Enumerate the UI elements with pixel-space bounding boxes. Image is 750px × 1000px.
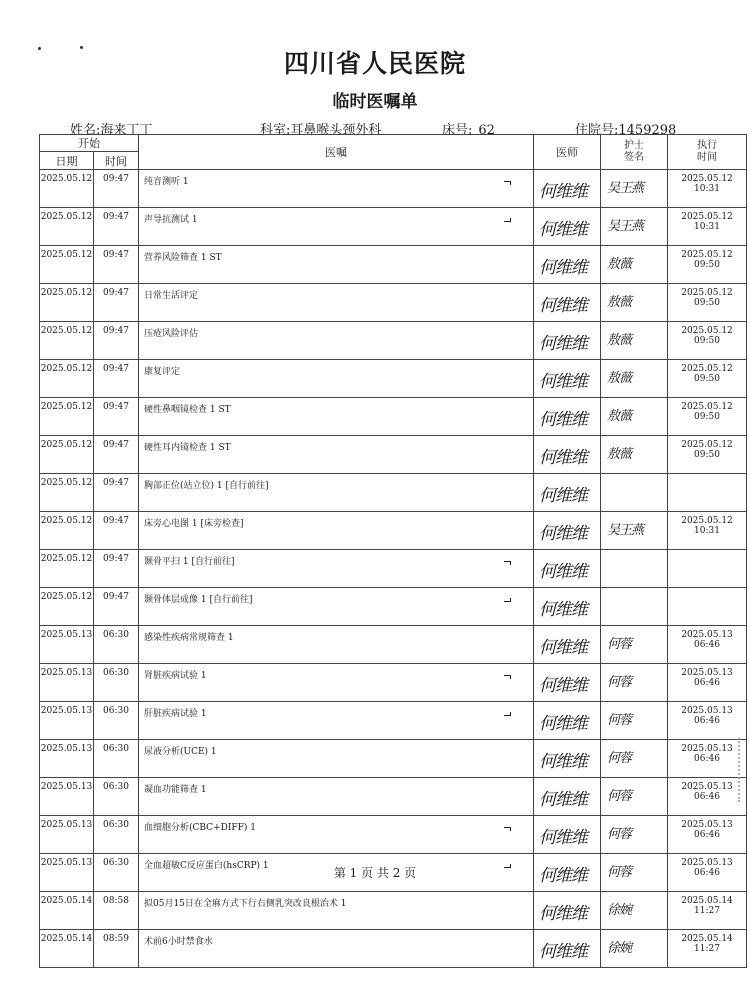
nurse-signature: 吴王燕	[607, 219, 644, 234]
exec-date: 2025.05.12	[681, 516, 733, 526]
order-time: 09:47	[94, 588, 139, 626]
doctor-header: 医师	[534, 135, 601, 170]
order-time: 09:47	[94, 512, 139, 550]
exec-datetime	[668, 778, 747, 816]
patient-name: 海来丁丁	[100, 123, 153, 138]
doctor-signature-cell	[534, 588, 601, 626]
exec-datetime	[668, 360, 747, 398]
exec-date: 2025.05.12	[681, 440, 733, 450]
exec-datetime	[668, 208, 747, 246]
doctor-signature-cell	[534, 208, 601, 246]
nurse-signature-cell	[601, 702, 668, 740]
exec-date: 2025.05.13	[681, 820, 733, 830]
doctor-signature: 何维维	[539, 524, 587, 544]
doctor-signature: 何维维	[539, 942, 587, 962]
doctor-signature: 何维维	[539, 258, 587, 278]
order-row	[40, 512, 747, 550]
order-time: 09:47	[94, 208, 139, 246]
order-row	[40, 740, 747, 778]
exec-datetime	[668, 436, 747, 474]
exec-time: 06:46	[694, 716, 720, 726]
exec-date: 2025.05.12	[681, 326, 733, 336]
doctor-signature-cell	[534, 930, 601, 968]
exec-time: 09:50	[694, 336, 720, 346]
order-text: 硬性鼻咽镜检查 1 ST	[139, 398, 534, 436]
exec-time: 09:50	[694, 260, 720, 270]
exec-date: 2025.05.13	[681, 744, 733, 754]
order-date: 2025.05.12	[40, 436, 94, 474]
exec-time: 06:46	[694, 830, 720, 840]
order-text: 肾脏疾病试验 1	[139, 664, 534, 702]
doctor-signature: 何维维	[539, 296, 587, 316]
nurse-signature: 何蓉	[607, 789, 632, 804]
order-text: 硬性耳内镜检查 1 ST	[139, 436, 534, 474]
hospital-name: 四川省人民医院	[283, 49, 466, 78]
order-time: 08:59	[94, 930, 139, 968]
exec-datetime	[668, 588, 747, 626]
order-text: 营养风险筛查 1 ST	[139, 246, 534, 284]
exec-date: 2025.05.12	[681, 364, 733, 374]
exec-date: 2025.05.12	[681, 174, 733, 184]
order-date: 2025.05.14	[40, 892, 94, 930]
doctor-signature: 何维维	[539, 790, 587, 810]
exec-date: 2025.05.13	[681, 706, 733, 716]
order-date: 2025.05.12	[40, 398, 94, 436]
order-text: 凝血功能筛查 1	[139, 778, 534, 816]
exec-date: 2025.05.13	[681, 668, 733, 678]
group-end-mark	[504, 218, 511, 222]
order-date: 2025.05.13	[40, 778, 94, 816]
nurse-signature: 何蓉	[607, 675, 632, 690]
nurse-signature-cell	[601, 208, 668, 246]
doctor-signature: 何维维	[539, 372, 587, 392]
order-row	[40, 208, 747, 246]
exec-datetime	[668, 702, 747, 740]
doctor-signature: 何维维	[539, 182, 587, 202]
exec-date: 2025.05.12	[681, 212, 733, 222]
order-time: 09:47	[94, 322, 139, 360]
order-row	[40, 474, 747, 512]
exec-datetime	[668, 892, 747, 930]
exec-time: 06:46	[694, 792, 720, 802]
exec-time: 10:31	[694, 184, 720, 194]
doctor-signature: 何维维	[539, 638, 587, 658]
order-row	[40, 702, 747, 740]
exec-datetime	[668, 512, 747, 550]
page-footer: 第 1 页 共 2 页	[333, 866, 417, 880]
exec-date: 2025.05.14	[681, 934, 733, 944]
order-time: 06:30	[94, 664, 139, 702]
doctor-signature: 何维维	[539, 334, 587, 354]
order-row	[40, 436, 747, 474]
department: 耳鼻喉头颈外科	[290, 123, 382, 138]
nurse-signature: 吴王燕	[607, 181, 644, 196]
exec-datetime	[668, 170, 747, 208]
exec-date: 2025.05.13	[681, 782, 733, 792]
nurse-signature-cell	[601, 778, 668, 816]
order-text: 颞骨平扫 1 [自行前往]	[139, 550, 534, 588]
doctor-signature-cell	[534, 702, 601, 740]
order-row	[40, 626, 747, 664]
order-text: 床旁心电图 1 [床旁检查]	[139, 512, 534, 550]
nurse-signature: 敖薇	[607, 447, 632, 462]
exec-time: 06:46	[694, 868, 720, 878]
nurse-signature-cell	[601, 892, 668, 930]
exec-datetime	[668, 740, 747, 778]
order-time: 09:47	[94, 550, 139, 588]
order-date: 2025.05.12	[40, 246, 94, 284]
order-text: 术前6小时禁食水	[139, 930, 534, 968]
order-row	[40, 588, 747, 626]
order-row	[40, 778, 747, 816]
order-text: 日常生活评定	[139, 284, 534, 322]
order-time: 09:47	[94, 360, 139, 398]
doctor-signature-cell	[534, 892, 601, 930]
doctor-signature-cell	[534, 246, 601, 284]
order-time: 09:47	[94, 284, 139, 322]
order-text: 颞骨体层成像 1 [自行前往]	[139, 588, 534, 626]
order-row	[40, 892, 747, 930]
nurse-signature-cell	[601, 512, 668, 550]
exec-date: 2025.05.13	[681, 630, 733, 640]
doctor-signature: 何维维	[539, 714, 587, 734]
order-row	[40, 816, 747, 854]
doctor-signature: 何维维	[539, 904, 587, 924]
doctor-signature-cell	[534, 284, 601, 322]
exec-time: 09:50	[694, 450, 720, 460]
group-end-mark	[504, 712, 511, 716]
orders-table	[39, 134, 747, 968]
order-text: 声导抗测试 1	[139, 208, 534, 246]
nurse-signature: 何蓉	[607, 751, 632, 766]
department-label: 科室:	[260, 123, 291, 138]
order-text: 康复评定	[139, 360, 534, 398]
nurse-signature-cell	[601, 550, 668, 588]
exec-date: 2025.05.13	[681, 858, 733, 868]
order-time: 06:30	[94, 854, 139, 892]
doctor-signature: 何维维	[539, 562, 587, 582]
patient-name-label: 姓名:	[70, 123, 101, 138]
nurse-signature: 敖薇	[607, 371, 632, 386]
order-text: 胸部正位(站立位) 1 [自行前往]	[139, 474, 534, 512]
nurse-signature-cell	[601, 360, 668, 398]
nurse-signature: 徐婉	[607, 941, 632, 956]
doctor-signature: 何维维	[539, 410, 587, 430]
exec-time-header	[668, 135, 747, 170]
exec-date: 2025.05.12	[681, 288, 733, 298]
order-date: 2025.05.12	[40, 474, 94, 512]
order-text: 感染性疾病常规筛查 1	[139, 626, 534, 664]
doctor-signature-cell	[534, 816, 601, 854]
admission-number: 1459298	[618, 123, 677, 138]
doctor-signature-cell	[534, 170, 601, 208]
exec-datetime	[668, 284, 747, 322]
order-time: 09:47	[94, 246, 139, 284]
orders-body	[40, 170, 747, 968]
exec-datetime	[668, 626, 747, 664]
doctor-signature: 何维维	[539, 828, 587, 848]
nurse-signature: 何蓉	[607, 713, 632, 728]
group-start-mark	[504, 561, 511, 565]
order-time: 06:30	[94, 626, 139, 664]
doctor-signature-cell	[534, 550, 601, 588]
order-date: 2025.05.12	[40, 360, 94, 398]
doctor-signature-cell	[534, 322, 601, 360]
order-date: 2025.05.13	[40, 664, 94, 702]
order-time: 09:47	[94, 436, 139, 474]
doctor-signature-cell	[534, 626, 601, 664]
time-header: 时间	[94, 152, 139, 170]
order-text: 血细胞分析(CBC+DIFF) 1	[139, 816, 534, 854]
order-row	[40, 930, 747, 968]
doctor-signature-cell	[534, 740, 601, 778]
nurse-signature-cell	[601, 740, 668, 778]
order-header: 医嘱	[139, 135, 534, 170]
nurse-signature: 吴王燕	[607, 523, 644, 538]
order-time: 08:58	[94, 892, 139, 930]
order-text: 尿液分析(UCE) 1	[139, 740, 534, 778]
nurse-sign-header	[601, 135, 668, 170]
doctor-signature: 何维维	[539, 448, 587, 468]
order-time: 06:30	[94, 702, 139, 740]
order-time: 06:30	[94, 816, 139, 854]
exec-time: 06:46	[694, 678, 720, 688]
exec-date: 2025.05.12	[681, 250, 733, 260]
doctor-signature-cell	[534, 778, 601, 816]
order-text: 肝脏疾病试验 1	[139, 702, 534, 740]
order-date: 2025.05.12	[40, 550, 94, 588]
order-date: 2025.05.12	[40, 170, 94, 208]
order-time: 09:47	[94, 398, 139, 436]
nurse-signature-cell	[601, 930, 668, 968]
bed-label: 床号:	[442, 123, 473, 138]
order-date: 2025.05.14	[40, 930, 94, 968]
group-start-mark	[504, 181, 511, 185]
order-date: 2025.05.13	[40, 740, 94, 778]
nurse-signature: 何蓉	[607, 865, 632, 880]
exec-time: 06:46	[694, 640, 720, 650]
nurse-signature: 敖薇	[607, 333, 632, 348]
bed-number: 62	[478, 123, 495, 138]
order-date: 2025.05.13	[40, 854, 94, 892]
order-time: 06:30	[94, 778, 139, 816]
order-text: 纯音测听 1	[139, 170, 534, 208]
exec-time-header-text: 执行 时间	[697, 140, 717, 163]
order-row	[40, 550, 747, 588]
nurse-signature: 徐婉	[607, 903, 632, 918]
doctor-signature-cell	[534, 664, 601, 702]
order-row	[40, 360, 747, 398]
order-date: 2025.05.12	[40, 588, 94, 626]
exec-datetime	[668, 664, 747, 702]
nurse-signature: 敖薇	[607, 257, 632, 272]
order-date: 2025.05.13	[40, 626, 94, 664]
nurse-signature-cell	[601, 626, 668, 664]
exec-time: 11:27	[694, 906, 720, 916]
doctor-signature-cell	[534, 474, 601, 512]
doctor-signature: 何维维	[539, 866, 587, 886]
doctor-signature-cell	[534, 436, 601, 474]
start-header: 开始	[40, 135, 139, 152]
exec-datetime	[668, 474, 747, 512]
doctor-signature-cell	[534, 398, 601, 436]
order-text: 拟05月15日在全麻方式下行右侧乳突改良根治术 1	[139, 892, 534, 930]
group-start-mark	[504, 827, 511, 831]
nurse-signature: 敖薇	[607, 295, 632, 310]
order-text: 压疮风险评估	[139, 322, 534, 360]
exec-time: 10:31	[694, 222, 720, 232]
nurse-signature-cell	[601, 322, 668, 360]
nurse-signature-cell	[601, 816, 668, 854]
exec-datetime	[668, 246, 747, 284]
order-row	[40, 284, 747, 322]
order-row	[40, 664, 747, 702]
exec-time: 09:50	[694, 298, 720, 308]
exec-time: 09:50	[694, 374, 720, 384]
order-time: 06:30	[94, 740, 139, 778]
order-row	[40, 398, 747, 436]
exec-time: 10:31	[694, 526, 720, 536]
doctor-signature-cell	[534, 360, 601, 398]
nurse-signature-cell	[601, 588, 668, 626]
order-time: 09:47	[94, 474, 139, 512]
form-title: 临时医嘱单	[332, 92, 418, 112]
nurse-signature-cell	[601, 664, 668, 702]
stamp-fragment	[738, 738, 750, 802]
nurse-signature-cell	[601, 246, 668, 284]
nurse-signature: 何蓉	[607, 827, 632, 842]
exec-datetime	[668, 550, 747, 588]
nurse-signature: 敖薇	[607, 409, 632, 424]
nurse-signature-cell	[601, 436, 668, 474]
order-row	[40, 246, 747, 284]
doctor-signature: 何维维	[539, 600, 587, 620]
order-time: 09:47	[94, 170, 139, 208]
doctor-signature: 何维维	[539, 486, 587, 506]
order-date: 2025.05.13	[40, 816, 94, 854]
order-date: 2025.05.12	[40, 284, 94, 322]
exec-datetime	[668, 398, 747, 436]
group-end-mark	[504, 598, 511, 602]
doctor-signature: 何维维	[539, 220, 587, 240]
exec-date: 2025.05.14	[681, 896, 733, 906]
nurse-signature-cell	[601, 398, 668, 436]
exec-date: 2025.05.12	[681, 402, 733, 412]
nurse-signature: 何蓉	[607, 637, 632, 652]
nurse-signature-cell	[601, 170, 668, 208]
exec-datetime	[668, 816, 747, 854]
nurse-sign-header-text: 护士 签名	[624, 140, 644, 163]
order-date: 2025.05.12	[40, 322, 94, 360]
exec-datetime	[668, 322, 747, 360]
doctor-signature-cell	[534, 512, 601, 550]
exec-time: 11:27	[694, 944, 720, 954]
doctor-signature: 何维维	[539, 752, 587, 772]
order-date: 2025.05.12	[40, 208, 94, 246]
group-start-mark	[504, 675, 511, 679]
exec-time: 06:46	[694, 754, 720, 764]
date-header: 日期	[40, 152, 94, 170]
order-row	[40, 170, 747, 208]
order-date: 2025.05.12	[40, 512, 94, 550]
admission-label: 住院号:	[575, 123, 619, 138]
exec-time: 09:50	[694, 412, 720, 422]
nurse-signature-cell	[601, 284, 668, 322]
nurse-signature-cell	[601, 474, 668, 512]
order-text: 全血超敏C反应蛋白(hsCRP) 1	[139, 854, 534, 892]
exec-datetime	[668, 930, 747, 968]
order-date: 2025.05.13	[40, 702, 94, 740]
order-row	[40, 322, 747, 360]
doctor-signature: 何维维	[539, 676, 587, 696]
